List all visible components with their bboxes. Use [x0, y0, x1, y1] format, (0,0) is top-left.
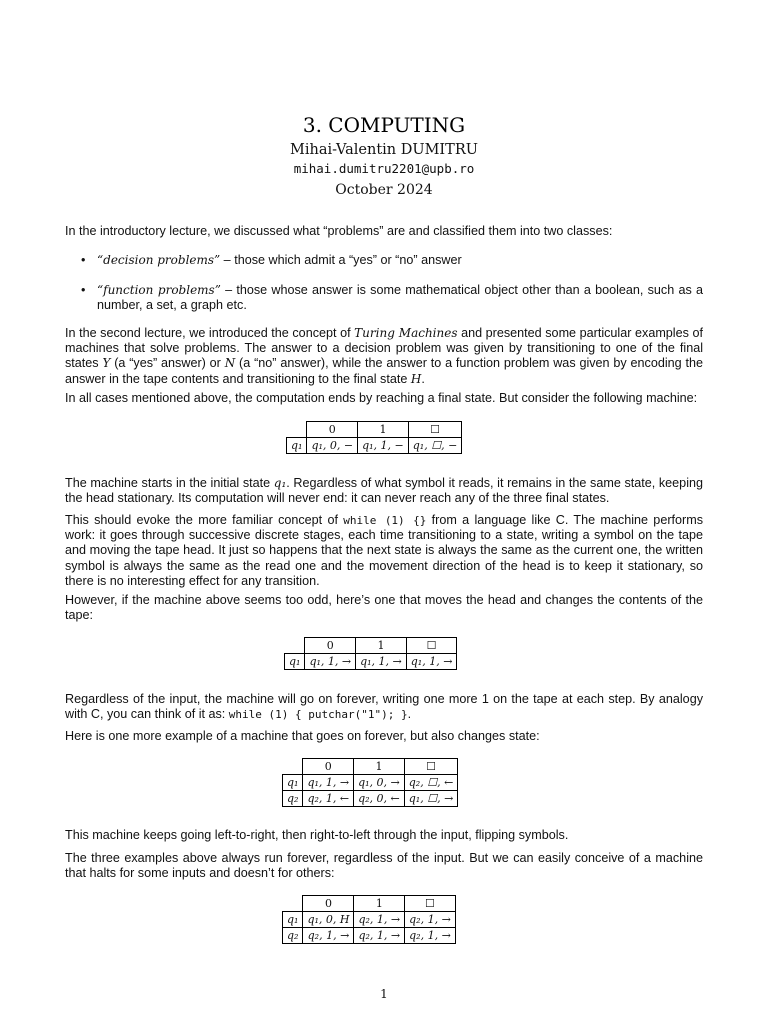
table-row — [283, 791, 458, 807]
symbol-header: ☐ — [404, 759, 458, 775]
author-email: mihai.dumitru2201@upb.ro — [293, 161, 475, 176]
table-row — [287, 438, 462, 454]
table-row — [285, 654, 457, 670]
transition-cell: q₁, 1, − — [358, 438, 409, 454]
symbol-header: 1 — [358, 422, 409, 438]
table-row — [283, 912, 456, 928]
transition-cell: q₂, ☐, ← — [404, 775, 458, 791]
transition-cell: q₂, 1, → — [405, 928, 456, 944]
bullet-icon: • — [81, 253, 86, 267]
bullet-text: – those which admit a “yes” or “no” answer — [220, 253, 462, 267]
state-label: q₂ — [283, 928, 303, 944]
transition-cell: q₁, 0, − — [307, 438, 358, 454]
transition-cell: q₂, 1, ← — [303, 791, 354, 807]
state-label: q₂ — [283, 791, 303, 807]
document-title: 3. COMPUTING — [302, 113, 466, 137]
transition-cell: q₂, 1, → — [354, 912, 405, 928]
transition-cell: q₁, 0, H — [303, 912, 354, 928]
table-row — [283, 775, 458, 791]
symbol-header: 0 — [307, 422, 358, 438]
bullet-term: “decision problems” — [97, 253, 221, 267]
table-header-row — [287, 422, 462, 438]
term-turing-machines: Turing Machines — [354, 326, 458, 340]
state-label: q₁ — [283, 775, 303, 791]
author-name: Mihai-Valentin DUMITRU — [290, 142, 478, 158]
while-loop-paragraph: This should evoke the more familiar concept of while (1) {} from a language like C. The machine performs work: it goes through successive discrete stages, each time transitioning to a state, writing a symbol on the tape and moving the tape head. It just so happens that the next state is always the same as the current one, the written symbol is always the same as the read one and the movement direction of the head is to keep it stationary, so there is no interesting effect for any transition. — [65, 513, 703, 588]
transition-cell: q₁, 1, → — [406, 654, 457, 670]
bullet-term: “function problems” — [97, 283, 221, 297]
symbol-header: ☐ — [405, 896, 456, 912]
table-header-row — [283, 896, 456, 912]
halting-paragraph: The three examples above always run forever, regardless of the input. But we can easily conceive of a machine that halts for some inputs and doesn’t for others: — [65, 851, 703, 881]
transition-cell: q₁, ☐, → — [404, 791, 458, 807]
transition-cell: q₁, 1, → — [303, 775, 354, 791]
symbol-header: ☐ — [406, 638, 457, 654]
changes-state-paragraph: Here is one more example of a machine that goes on forever, but also changes state: — [65, 729, 540, 743]
state-label: q₁ — [283, 912, 303, 928]
symbol-header: ☐ — [408, 422, 462, 438]
table-header-row — [285, 638, 457, 654]
symbol-header: 0 — [303, 759, 354, 775]
table-header-row — [283, 759, 458, 775]
transition-cell: q₁, 1, → — [305, 654, 356, 670]
initial-state-paragraph: The machine starts in the initial state q₁. Regardless of what symbol it reads, it remains in the same state, keeping the head stationary. Its computation will never end: it can never reach any of the three final states. — [65, 476, 703, 506]
transition-table-1 — [286, 421, 462, 454]
page-number: 1 — [380, 987, 388, 1001]
transition-cell: q₂, 1, → — [405, 912, 456, 928]
document-date: October 2024 — [335, 182, 433, 198]
symbol-header: 0 — [303, 896, 354, 912]
symbol-header: 1 — [356, 638, 407, 654]
transition-cell: q₂, 1, → — [354, 928, 405, 944]
table-row — [283, 928, 456, 944]
symbol-header: 1 — [354, 759, 405, 775]
final-state-paragraph: In all cases mentioned above, the computation ends by reaching a final state. But consider the following machine: — [65, 391, 698, 405]
flipping-paragraph: This machine keeps going left-to-right, then right-to-left through the input, flipping symbols. — [65, 828, 569, 842]
moving-head-paragraph: However, if the machine above seems too odd, here’s one that moves the head and changes the contents of the tape: — [65, 593, 703, 623]
symbol-header: 1 — [354, 896, 405, 912]
transition-cell: q₁, 1, → — [356, 654, 407, 670]
table-corner-cell — [283, 896, 303, 912]
putchar-paragraph: Regardless of the input, the machine will go on forever, writing one more 1 on the tape at each step. By analogy with C, you can think of it as: while (1) { putchar("1"); }. — [65, 692, 703, 722]
bullet-text: – those whose answer is some mathematical object other than a boolean, such as a number, a set, a graph etc. — [97, 283, 703, 313]
table-corner-cell — [283, 759, 303, 775]
transition-table-2 — [284, 637, 457, 670]
inline-code: while (1) {} — [343, 514, 427, 527]
transition-cell: q₂, 1, → — [303, 928, 354, 944]
inline-code: while (1) { putchar("1"); } — [228, 708, 408, 722]
table-corner-cell — [285, 638, 305, 654]
intro-paragraph: In the introductory lecture, we discussed what “problems” are and classified them into two classes: — [65, 224, 613, 238]
transition-cell: q₁, ☐, − — [408, 438, 462, 454]
turing-machines-paragraph: In the second lecture, we introduced the concept of Turing Machines and presented some particular examples of machines that solve problems. The answer to a decision problem was given by transitioning to one of the final states Y (a “yes” answer) or N (a “no” answer), while the answer to a function problem was given by encoding the answer in the tape contents and transitioning to the final state H. — [65, 326, 703, 386]
state-label: q₁ — [287, 438, 307, 454]
table-corner-cell — [287, 422, 307, 438]
transition-table-4 — [282, 895, 456, 944]
state-label: q₁ — [285, 654, 305, 670]
bullet-icon: • — [81, 283, 86, 297]
transition-table-3 — [282, 758, 458, 807]
title-block — [0, 112, 768, 200]
transition-cell: q₁, 0, → — [354, 775, 405, 791]
symbol-header: 0 — [305, 638, 356, 654]
transition-cell: q₂, 0, ← — [354, 791, 405, 807]
